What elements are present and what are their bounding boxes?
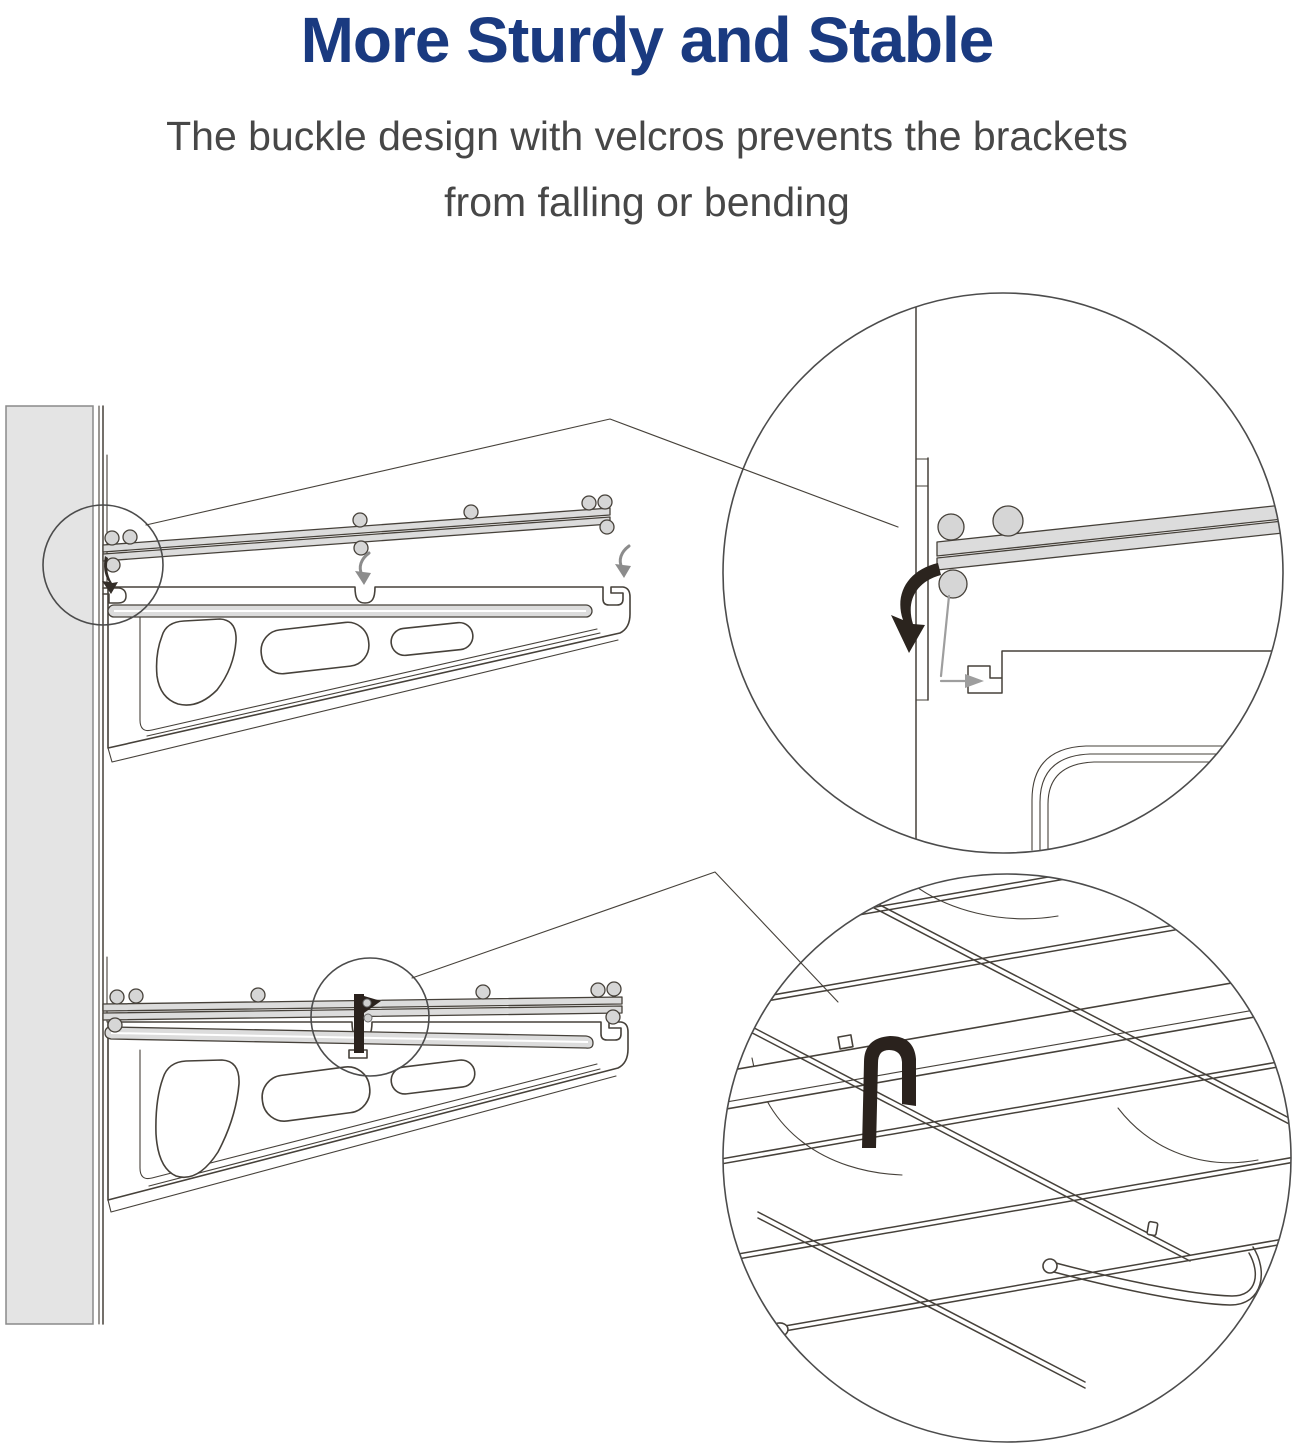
upper-hanging-rail <box>103 495 614 572</box>
wire-peg <box>1147 1221 1158 1235</box>
lower-callout-leader <box>412 872 838 1002</box>
wall-panel <box>6 406 93 1324</box>
page-title: More Sturdy and Stable <box>300 4 994 76</box>
bracket-tab <box>838 1035 853 1049</box>
upper-bracket-assembly <box>102 455 631 762</box>
drop-arrow-icon-left <box>355 553 371 585</box>
drop-arrow-icon-right <box>615 546 631 578</box>
lower-bracket-assembly <box>103 957 628 1212</box>
rod-end-cap <box>1043 1259 1057 1273</box>
strap-band <box>354 994 364 1053</box>
upper-bracket <box>108 587 630 762</box>
wall <box>6 406 103 1324</box>
strap-stud <box>363 999 371 1007</box>
subtitle-line-2: from falling or bending <box>444 178 850 225</box>
subtitle-line-1: The buckle design with velcros prevents the brackets <box>166 113 1128 159</box>
lower-detail-callout <box>712 834 1294 1442</box>
strap-stud <box>364 1014 372 1022</box>
upper-detail-callout <box>723 293 1290 854</box>
